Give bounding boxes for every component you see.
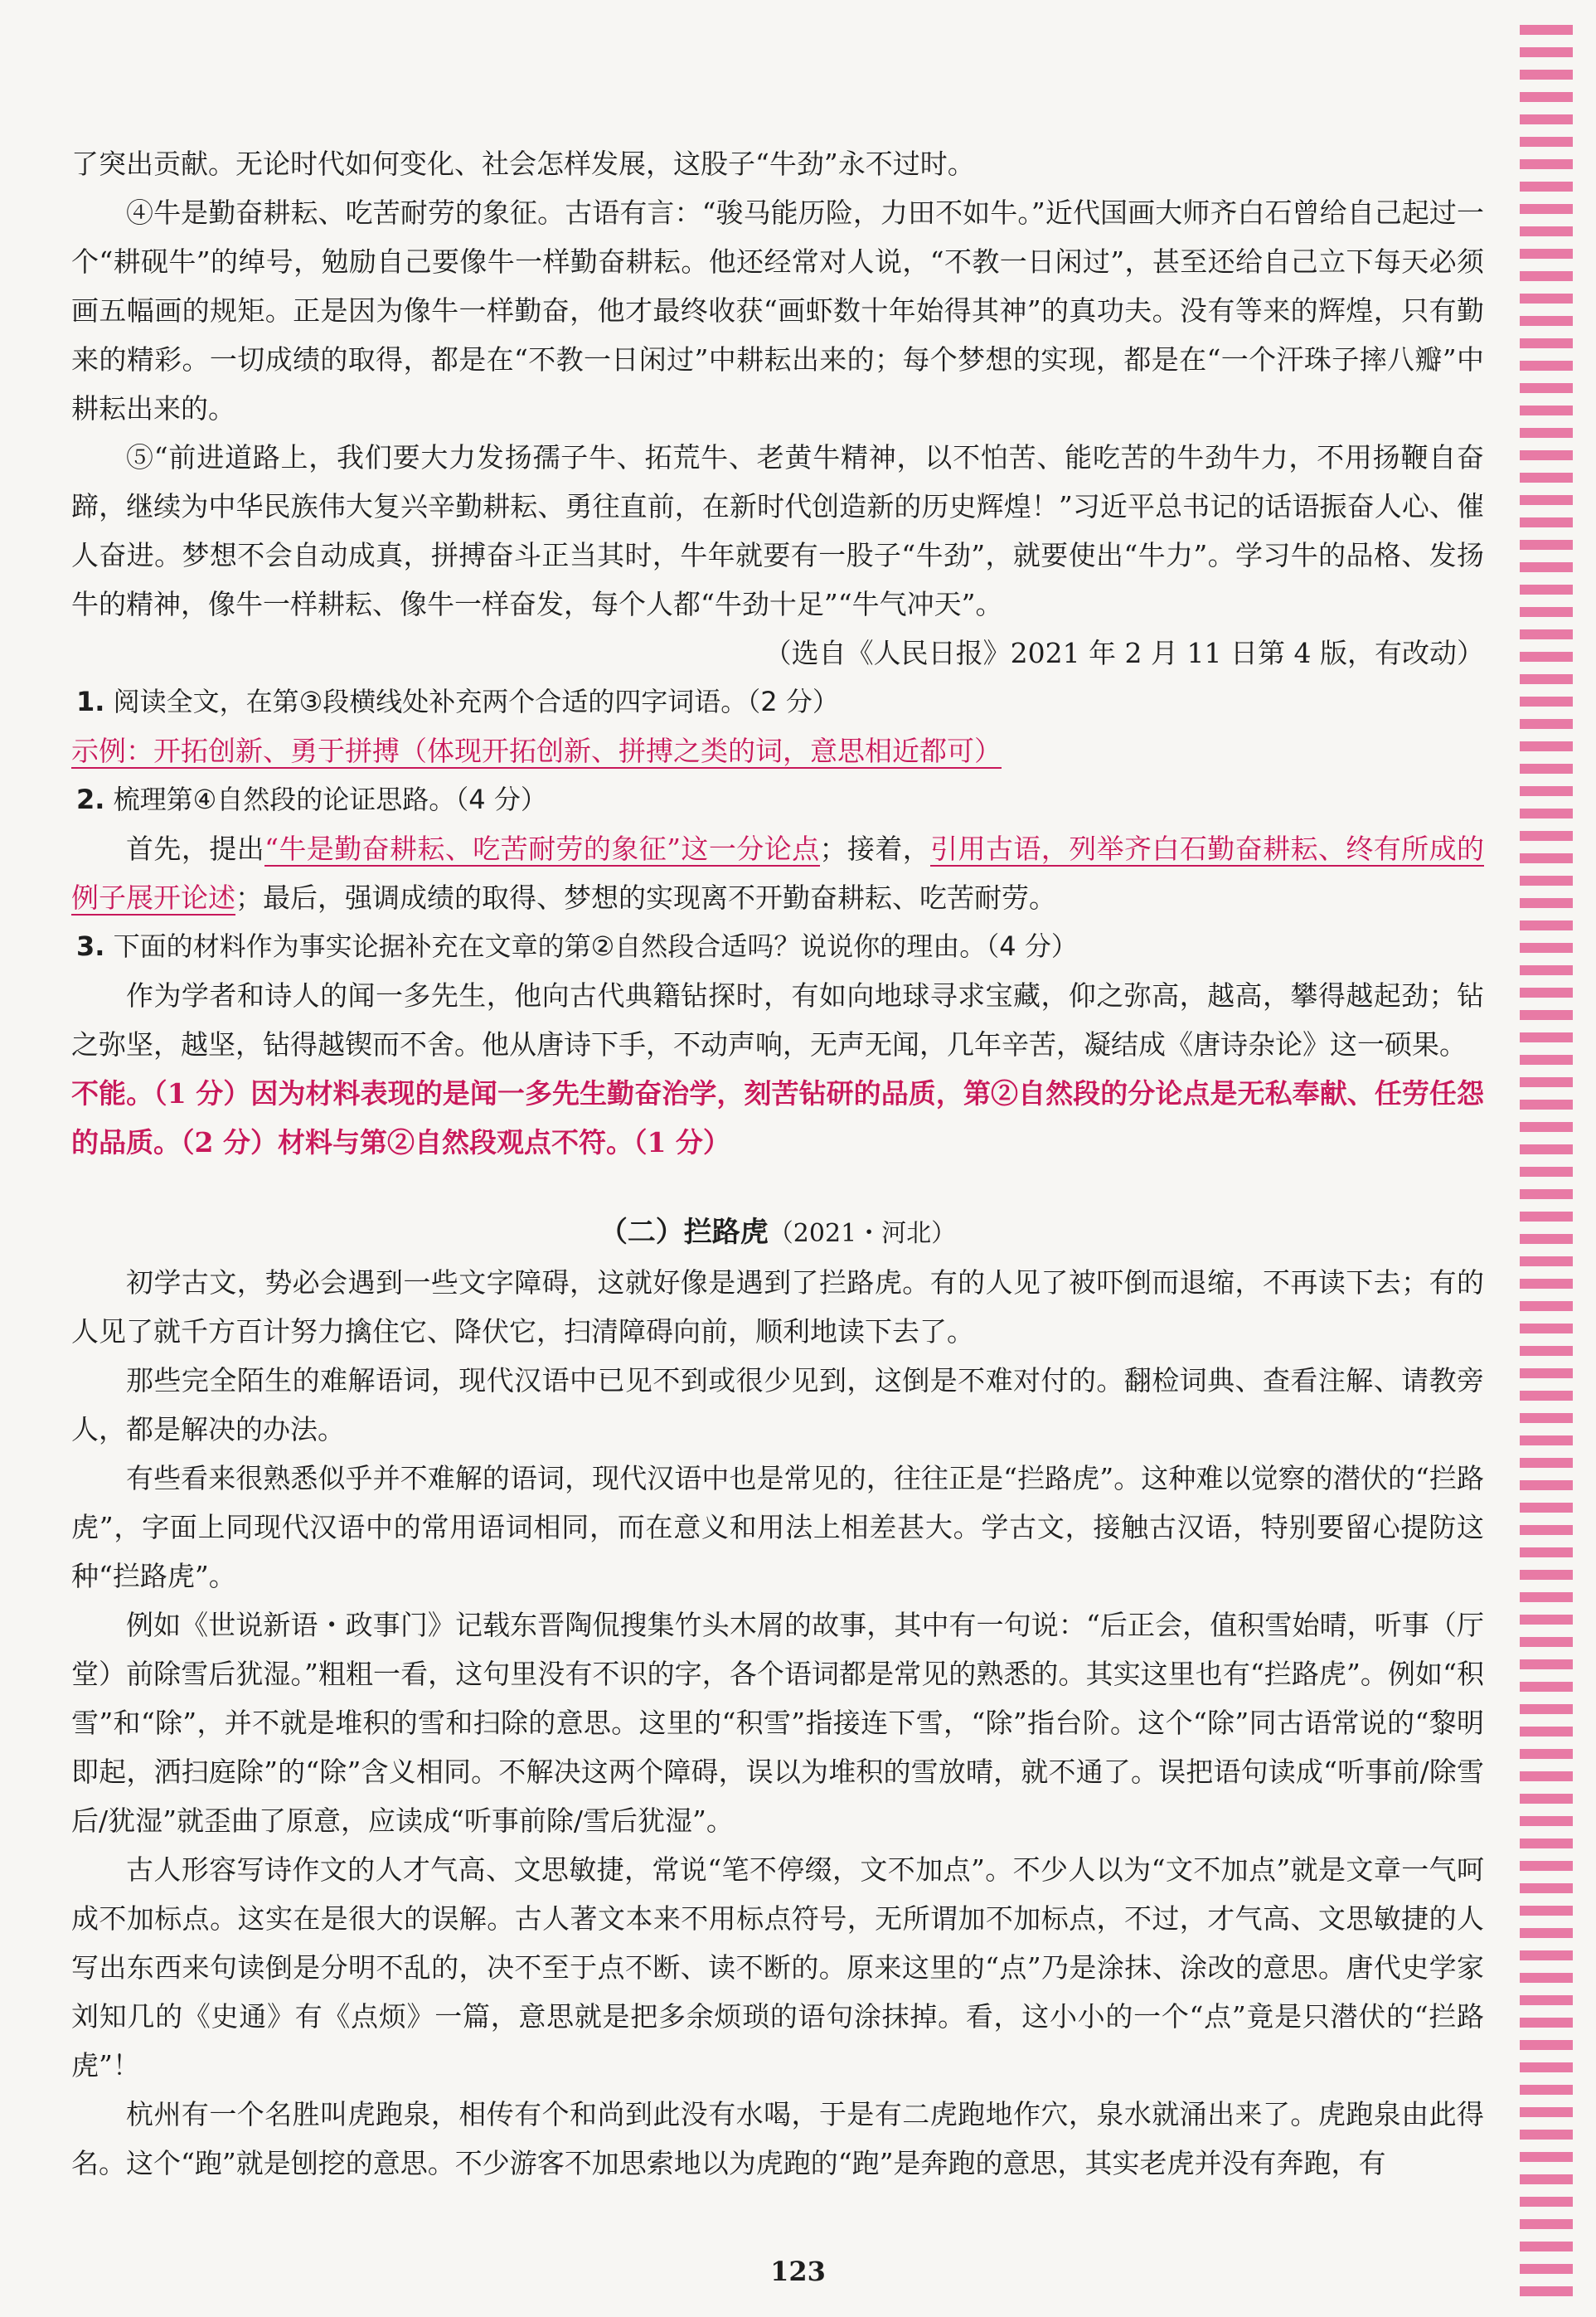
- page-content: [71, 139, 1484, 2188]
- question-text: 阅读全文，在第③段横线处补充两个合适的四字词语。（2 分）: [113, 686, 839, 717]
- question-number: 2.: [76, 784, 105, 815]
- decorative-margin-stripe: [1520, 25, 1573, 2297]
- question-2: [71, 775, 1484, 824]
- answer-part: ；最后，强调成绩的取得、梦想的实现离不开勤奋耕耘、吃苦耐劳。: [235, 882, 1056, 914]
- s2-paragraph-3: 有些看来很熟悉似乎并不难解的语词，现代汉语中也是常见的，往往正是“拦路虎”。这种难以觉察的潜伏的“拦路虎”，字面上同现代汉语中的常用语词相同，而在意义和用法上相差甚大。学古文，接触古汉语，特别要留心提防这种“拦路虎”。: [71, 1462, 1484, 1592]
- s2-paragraph-5: 古人形容写诗作文的人才气高、文思敏捷，常说“笔不停缀，文不加点”。不少人以为“文不加点”就是文章一气呵成不加标点。这实在是很大的误解。古人著文本来不用标点符号，无所谓加不加标点，不过，才气高、文思敏捷的人写出东西来句读倒是分明不乱的，决不至于点不断、读不断的。原来这里的“点”乃是涂抹、涂改的意思。唐代史学家刘知几的《史通》有《点烦》一篇，意思就是把多余烦琐的语句涂抹掉。看，这小小的一个“点”竟是只潜伏的“拦路虎”！: [71, 1853, 1484, 2081]
- question-text: 梳理第④自然段的论证思路。（4 分）: [113, 784, 547, 815]
- source-citation: （选自《人民日报》2021 年 2 月 11 日第 4 版，有改动）: [764, 637, 1484, 669]
- question-1: [71, 678, 1484, 726]
- paragraph-0: 了突出贡献。无论时代如何变化、社会怎样发展，这股子“牛劲”永不过时。: [71, 148, 975, 180]
- s2-paragraph-1: 初学古文，势必会遇到一些文字障碍，这就好像是遇到了拦路虎。有的人见了被吓倒而退缩，不再读下去；有的人见了就千方百计努力擒住它、降伏它，扫清障碍向前，顺利地读下去了。: [71, 1266, 1484, 1348]
- s2-paragraph-4: 例如《世说新语・政事门》记载东晋陶侃搜集竹头木屑的故事，其中有一句说：“后正会，值积雪始晴，听事（厅堂）前除雪后犹湿。”粗粗一看，这句里没有不识的字，各个语词都是常见的熟悉的。其实这里也有“拦路虎”。例如“积雪”和“除”，并不就是堆积的雪和扫除的意思。这里的“积雪”指接连下雪，“除”指台阶。这个“除”同古语常说的“黎明即起，洒扫庭除”的“除”含义相同。不解决这两个障碍，误以为堆积的雪放晴，就不通了。误把语句读成“听事前/除雪后/犹湿”就歪曲了原意，应读成“听事前除/雪后犹湿”。: [71, 1609, 1484, 1837]
- section-meta: （2021・河北）: [768, 1219, 957, 1248]
- answer-part: ；接着，: [819, 833, 931, 865]
- paragraph-4: ④牛是勤奋耕耘、吃苦耐劳的象征。古语有言：“骏马能历险，力田不如牛。”近代国画大师齐白石曾给自己起过一个“耕砚牛”的绰号，勉励自己要像牛一样勤奋耕耘。他还经常对人说，“不教一日闲过”，甚至还给自己立下每天必须画五幅画的规矩。正是因为像牛一样勤奋，他才最终收获“画虾数十年始得其神”的真功夫。没有等来的辉煌，只有勤来的精彩。一切成绩的取得，都是在“不教一日闲过”中耕耘出来的；每个梦想的实现，都是在“一个汗珠子摔八瓣”中耕耘出来的。: [71, 197, 1484, 425]
- answer-underlined: “牛是勤奋耕耘、吃苦耐劳的象征”这一分论点: [264, 833, 820, 865]
- paragraph-5: ⑤“前进道路上，我们要大力发扬孺子牛、拓荒牛、老黄牛精神，以不怕苦、能吃苦的牛劲牛力，不用扬鞭自奋蹄，继续为中华民族伟大复兴辛勤耕耘、勇往直前，在新时代创造新的历史辉煌！”习近平总书记的话语振奋人心、催人奋进。梦想不会自动成真，拼搏奋斗正当其时，牛年就要有一股子“牛劲”，就要使出“牛力”。学习牛的品格、发扬牛的精神，像牛一样耕耘、像牛一样奋发，每个人都“牛劲十足”“牛气冲天”。: [71, 441, 1484, 620]
- s2-paragraph-2: 那些完全陌生的难解语词，现代汉语中已见不到或很少见到，这倒是不难对付的。翻检词典、查看注解、请教旁人，都是解决的办法。: [71, 1364, 1484, 1445]
- section-heading: （二）拦路虎: [599, 1216, 769, 1249]
- answer-text: 示例：开拓创新、勇于拼搏（体现开拓创新、拼搏之类的词，意思相近都可）: [71, 735, 1002, 767]
- question-number: 1.: [76, 686, 105, 717]
- answer-underlined: 引用古语，列举齐白石勤奋耕耘、终有所成的例子展开论述: [71, 833, 1485, 914]
- answer-1: [71, 726, 1484, 775]
- s2-paragraph-6: 杭州有一个名胜叫虎跑泉，相传有个和尚到此没有水喝，于是有二虎跑地作穴，泉水就涌出来了。虎跑泉由此得名。这个“跑”就是刨挖的意思。不少游客不加思索地以为虎跑的“跑”是奔跑的意思，其实老虎并没有奔跑，有: [71, 2098, 1484, 2179]
- answer-3: 不能。（1 分）因为材料表现的是闻一多先生勤奋治学，刻苦钻研的品质，第②自然段的分论点是无私奉献、任劳任怨的品质。（2 分）材料与第②自然段观点不符。（1 分）: [71, 1077, 1484, 1158]
- question-3: [71, 922, 1484, 971]
- page-number: 123: [770, 2256, 826, 2287]
- question-number: 3.: [76, 930, 105, 962]
- material-quote: 作为学者和诗人的闻一多先生，他向古代典籍钻探时，有如向地球寻求宝藏，仰之弥高，越高，攀得越起劲；钻之弥坚，越坚，钻得越锲而不舍。他从唐诗下手，不动声响，无声无闻，几年辛苦，凝结成《唐诗杂论》这一硕果。: [71, 979, 1484, 1061]
- answer-2: [71, 824, 1484, 922]
- section-title: [71, 1208, 1484, 1258]
- question-text: 下面的材料作为事实论据补充在文章的第②自然段合适吗？说说你的理由。（4 分）: [113, 930, 1078, 962]
- answer-part: 首先，提出: [126, 833, 265, 865]
